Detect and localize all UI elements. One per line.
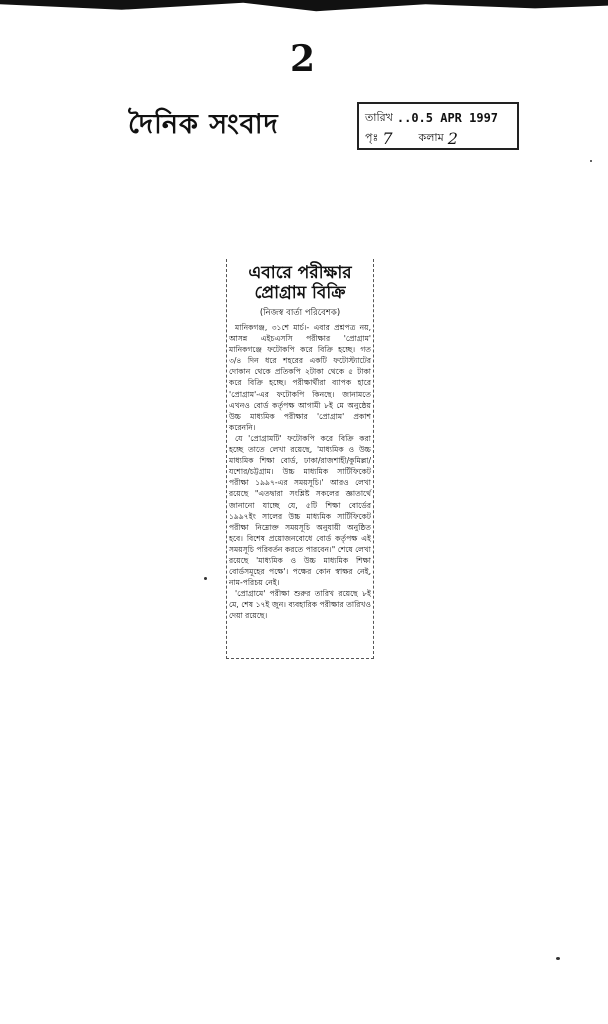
- article-paragraph: যে 'প্রোগ্রামটি' ফটোকপি করে বিক্রি করা হচ্ছে তাতে লেখা রয়েছে, 'মাধ্যমিক ও উচ্চ মাধ্যমিক শিক্ষা বোর্ড, ঢাকা/রাজশাহী/কুমিল্লা/যশোর/চট্টগ্রাম। উচ্চ মাধ্যমিক সার্টিফিকেট পরীক্ষা ১৯৯৭-এর সময়সূচি।' আরও লেখা রয়েছে "এতদ্বারা সংশ্লিষ্ট সকলের জ্ঞাতার্থে জানানো যাচ্ছে যে, ৫টি শিক্ষা বোর্ডের ১৯৯৭ইং সালের উচ্চ মাধ্যমিক সার্টিফিকেট পরীক্ষা নিম্নোক্ত সময়সূচি অনুযায়ী অনুষ্ঠিত হবে। বিশেষ প্রয়োজনবোধে বোর্ড কর্তৃপক্ষ এই সময়সূচি পরিবর্তন করতে পারবেন।" শেষে লেখা রয়েছে 'মাধ্যমিক ও উচ্চ মাধ্যমিক শিক্ষা বোর্ডসমূহের পক্ষে'। পক্ষের কোন স্বাক্ষর নেই, নাম-পরিচয় নেই।: [229, 433, 371, 588]
- stamp-page-value: 7: [382, 128, 393, 148]
- stamp-column-label: কলাম: [418, 130, 444, 144]
- stamp-date-value: ..0.5 APR 1997: [396, 111, 499, 125]
- news-clipping: [226, 259, 374, 659]
- stamp-page-label: পৃঃ: [365, 130, 379, 144]
- article-body: [229, 322, 371, 622]
- date-stamp: [357, 102, 519, 150]
- stamp-date-label: তারিখ: [365, 110, 393, 124]
- newspaper-masthead: দৈনিক সংবাদ: [128, 109, 279, 140]
- article-headline: এবারে পরীক্ষার প্রোগ্রাম বিক্রি: [248, 263, 352, 303]
- page-number: 2: [290, 38, 316, 80]
- article-paragraph: 'প্রোগ্রামে' পরীক্ষা শুরুর তারিখ রয়েছে ৮ই মে, শেষ ১৭ই জুন। ব্যবহারিক পরীক্ষার তারিখও দেয়া রয়েছে।: [229, 589, 371, 621]
- article-paragraph: মানিকগঞ্জ, ৩১শে মার্চ।- এবার প্রশ্নপত্র নয়, আসন্ন এইচএসসি পরীক্ষার 'প্রোগ্রাম' মানিকগঞ্জে ফটোকপি করে বিক্রি হচ্ছে। গত ৩/৪ দিন ধরে শহরের একটি ফটোস্ট্যাটের দোকান থেকে প্রতিকপি ২টাকা থেকে ৫ টাকা করে বিক্রি হচ্ছে। পরীক্ষার্থীরা ব্যাপক হারে 'প্রোগ্রাম'-এর ফটোকপি কিনছে। জানামতে এখনও বোর্ড কর্তৃপক্ষ আগামী ৮ই মে অনুষ্ঠেয় উচ্চ মাধ্যমিক পরীক্ষার 'প্রোগ্রাম' প্রকাশ করেননি।: [229, 323, 371, 432]
- stamp-column-value: 2: [447, 128, 458, 148]
- stamp-date-row: [365, 108, 511, 128]
- speck: [556, 957, 560, 960]
- speck: [204, 577, 207, 580]
- scan-edge: [0, 0, 608, 14]
- article-byline: (নিজস্ব বার্তা পরিবেশক): [259, 308, 341, 318]
- stamp-page-row: [365, 128, 511, 148]
- speck: [590, 160, 592, 162]
